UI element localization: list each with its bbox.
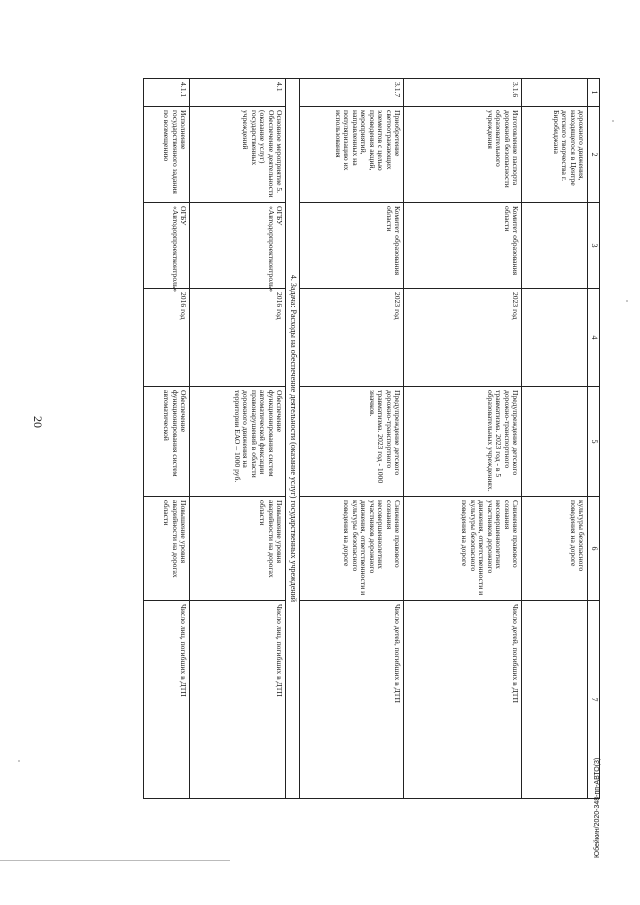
row-number: 4.1.1 [144, 79, 190, 107]
scan-speck [626, 300, 628, 302]
indicator: Число детей, погибших в ДТП [300, 601, 404, 799]
executor: ОГБУ «Автодорпроектконтроль» [190, 203, 286, 289]
header-cell: 4 [588, 289, 600, 387]
header-cell: 5 [588, 387, 600, 497]
activity-name: Исполнение государственного задания по возмещению [144, 107, 190, 203]
term: 2016 год [144, 289, 190, 387]
activity-name: Приобретение светоотражающих элементов с целью проведения акций, мероприятий, направленных на популяризацию их использования [300, 107, 404, 203]
scan-speck [612, 120, 614, 122]
activity-name: Основное мероприятие 5. Обеспечение деятельности (оказание услуг) государственных учреждений [190, 107, 286, 203]
executor: ОГБУ «Автодорпроектконтроль» [144, 203, 190, 289]
term [522, 289, 588, 387]
header-row [588, 79, 600, 799]
expected-result [522, 387, 588, 497]
header-cell: 1 [588, 79, 600, 107]
consequence: культуры безопасного поведения на дороге [522, 497, 588, 601]
header-cell: 7 [588, 601, 600, 799]
scan-speck [18, 760, 20, 762]
table-row [300, 79, 404, 799]
indicator: Число лиц, погибших в ДТП [144, 601, 190, 799]
table-row [144, 79, 190, 799]
term: 2016 год [190, 289, 286, 387]
expected-result: Обеспечение функционирования систем автоматической [144, 387, 190, 497]
program-table-sheet [78, 78, 600, 798]
consequence: Повышение уровня аварийности на дорогах области [144, 497, 190, 601]
task-row [286, 79, 300, 799]
executor: Комитет образования области [404, 203, 522, 289]
task-label: 4. Задача: Расходы на обеспечение деятельности (оказание услуг) государственных учреждений [286, 79, 300, 799]
term: 2023 год [300, 289, 404, 387]
executor [522, 203, 588, 289]
document-code: Юбейкин/2020-348-пп-АВТО(3) [594, 757, 601, 858]
activity-name: Изготовление паспорта дорожной безопасности образовательного учреждения [404, 107, 522, 203]
row-number: 4.1 [190, 79, 286, 107]
indicator: Число детей, погибших в ДТП [404, 601, 522, 799]
header-cell: 3 [588, 203, 600, 289]
program-activities-table [143, 78, 600, 799]
scan-margin-line [0, 860, 230, 861]
consequence: Снижение правового сознания несовершеннолетних участников дорожного движения, ответственности и культуры безопасного поведения на дороге [300, 497, 404, 601]
row-number [522, 79, 588, 107]
header-cell: 2 [588, 107, 600, 203]
page-number: 20 [31, 416, 45, 428]
table-row [190, 79, 286, 799]
row-number: 3.1.6 [404, 79, 522, 107]
executor: Комитет образования области [300, 203, 404, 289]
indicator [522, 601, 588, 799]
expected-result: Обеспечение функционирования систем автоматической фиксации правонарушений в области дорожного движения на территории ЕАО – 1000 руб. [190, 387, 286, 497]
consequence: Повышение уровня аварийности на дорогах области [190, 497, 286, 601]
row-number: 3.1.7 [300, 79, 404, 107]
table-row [404, 79, 522, 799]
expected-result: Предупреждение детского дорожно-транспортного травматизма. 2023 год - 1000 значков. [300, 387, 404, 497]
indicator: Число лиц, погибших в ДТП [190, 601, 286, 799]
header-cell: 6 [588, 497, 600, 601]
activity-name: дорожного движения, находящегося в Центре детского творчества г. Биробиджана [522, 107, 588, 203]
term: 2023 год [404, 289, 522, 387]
expected-result: Предупреждение детского дорожно-транспортного травматизма. 2023 год - в 5 образовательных учреждениях. [404, 387, 522, 497]
table-row [522, 79, 588, 799]
consequence: Снижение правового сознания несовершеннолетних участников дорожного движения, ответственности и культуры безопасного поведения на дороге [404, 497, 522, 601]
